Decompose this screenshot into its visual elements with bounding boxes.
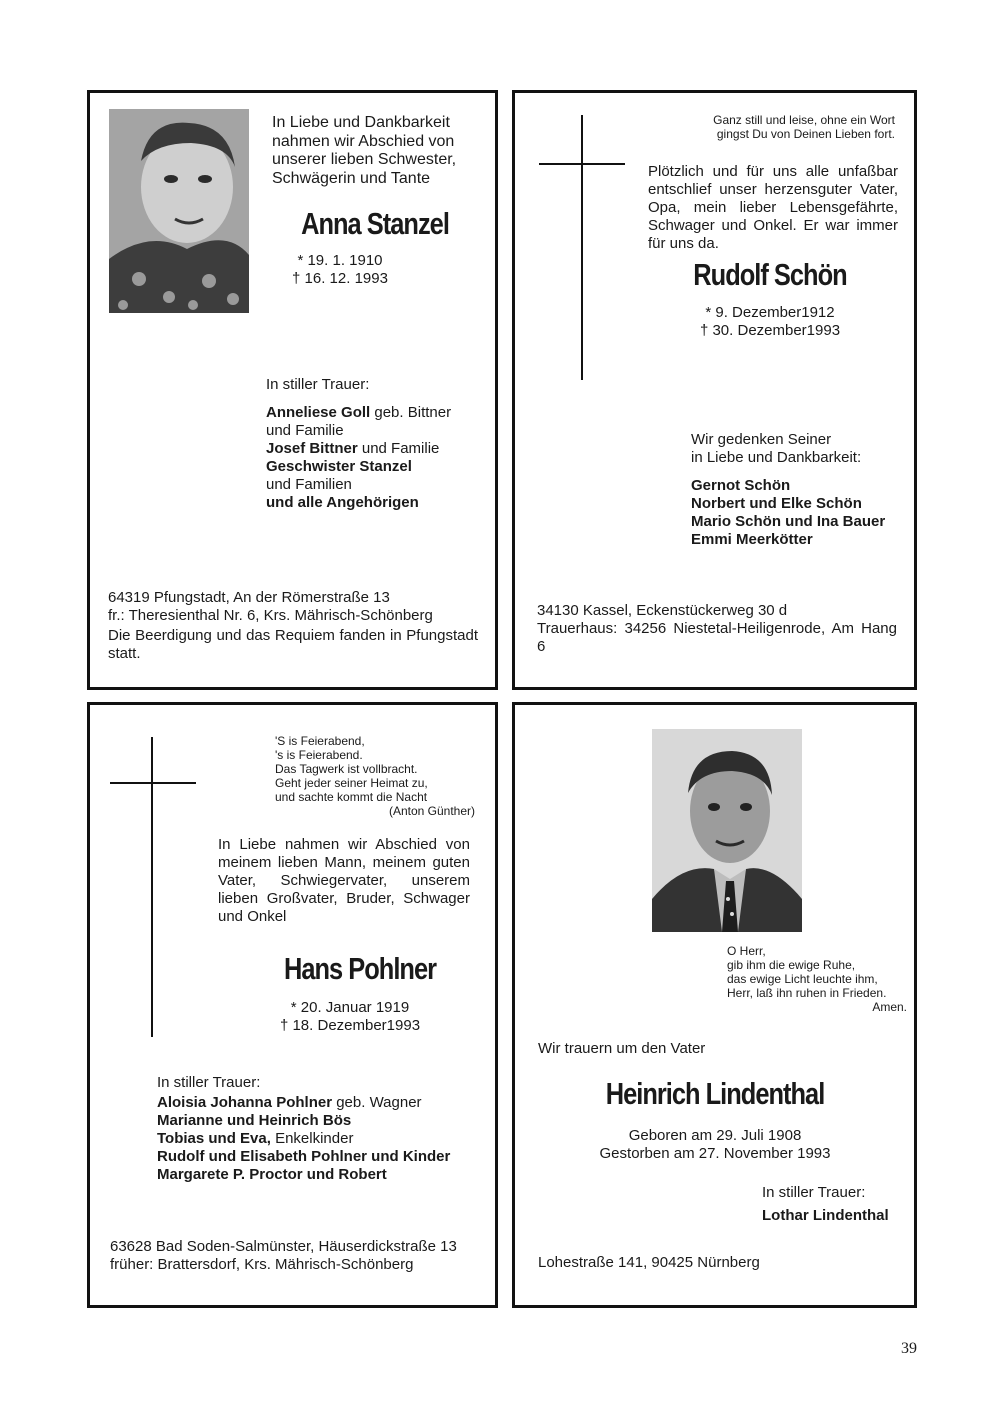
verse: 'S is Feierabend, 's is Feierabend. Das Tagwerk ist vollbracht. Geht jeder seiner Heimat zu, und sachte kommt die Nacht (Anton Günther) — [275, 734, 475, 818]
mourners-list — [157, 1094, 487, 1184]
deceased-name: Hans Pohlner — [283, 951, 437, 986]
obituary-anna-stanzel — [87, 90, 498, 690]
mourner: und Familien — [266, 476, 352, 493]
mourner: Norbert und Elke Schön — [691, 495, 862, 512]
prayer: O Herr, gib ihm die ewige Ruhe, das ewige Licht leuchte ihm, Herr, laß ihn ruhen in Frieden. Amen. — [727, 944, 907, 1014]
notice-text: Plötzlich und für uns alle unfaßbar entschlief unser herzensguter Vater, Opa, mein lieber Lebensgefährte, Schwager und Onkel. Er war immer für uns da. — [648, 163, 898, 252]
mourners-list — [691, 477, 911, 549]
verse: Ganz still und leise, ohne ein Wort gingst Du von Deinen Lieben fort. — [713, 113, 895, 141]
portrait-photo-woman — [109, 109, 249, 313]
life-dates: * 19. 1. 1910 † 16. 12. 1993 — [292, 252, 388, 287]
mourner: und Familie — [266, 422, 344, 439]
mourner: Mario Schön und Ina Bauer — [691, 513, 886, 530]
mourning-label: In stiller Trauer: — [266, 376, 370, 393]
mourner: Geschwister Stanzel — [266, 458, 412, 475]
mourner: Marianne und Heinrich Bös — [157, 1112, 352, 1129]
address-block: Lohestraße 141, 90425 Nürnberg — [538, 1254, 760, 1271]
mourner: und alle Angehörigen — [266, 494, 419, 511]
obituary-rudolf-schoen — [512, 90, 917, 690]
mourning-label: In stiller Trauer: — [762, 1184, 866, 1201]
cross-vertical — [581, 115, 583, 380]
address-block: 34130 Kassel, Eckenstückerweg 30 d Trauerhaus: 34256 Niestetal-Heiligenrode, Am Hang 6 — [537, 602, 897, 655]
life-dates: * 20. Januar 1919 † 18. Dezember1993 — [279, 999, 421, 1034]
mourner: Lothar Lindenthal — [762, 1207, 889, 1224]
life-dates: Geboren am 29. Juli 1908 Gestorben am 27. November 1993 — [599, 1127, 831, 1162]
life-dates: * 9. Dezember1912 † 30. Dezember1993 — [699, 304, 841, 339]
portrait-photo-man — [652, 729, 802, 932]
mourner: Gernot Schön — [691, 477, 791, 494]
obituary-heinrich-lindenthal — [512, 702, 917, 1308]
mourner: Margarete P. Proctor und Robert — [157, 1166, 387, 1183]
deceased-name: Heinrich Lindenthal — [605, 1076, 825, 1111]
intro-text: In Liebe und Dankbarkeit nahmen wir Abschied von unserer lieben Schwester, Schwägerin und Tante — [272, 114, 457, 187]
mourner: Emmi Meerkötter — [691, 531, 813, 548]
mourner: Aloisia Johanna Pohlner geb. Wagner — [157, 1094, 422, 1111]
page-number: 39 — [901, 1340, 917, 1357]
mourner: Tobias und Eva, Enkelkinder — [157, 1130, 354, 1147]
mourning-label: In stiller Trauer: — [157, 1074, 261, 1091]
intro-text: Wir trauern um den Vater — [538, 1040, 706, 1057]
obituary-hans-pohlner — [87, 702, 498, 1308]
mourners-list — [266, 404, 496, 512]
mourner: Anneliese Goll geb. Bittner — [266, 404, 452, 421]
address-block: 63628 Bad Soden-Salmünster, Häuserdickstraße 13 früher: Brattersdorf, Krs. Mährisch-Schönberg — [110, 1238, 457, 1273]
cross-horizontal — [539, 163, 625, 165]
mourner: Rudolf und Elisabeth Pohlner und Kinder — [157, 1148, 451, 1165]
deceased-name: Anna Stanzel — [301, 206, 449, 241]
remember-text: Wir gedenken Seiner in Liebe und Dankbarkeit: — [691, 431, 862, 466]
notice-text: In Liebe nahmen wir Abschied von meinem lieben Mann, meinem guten Vater, Schwiegervater, unserem lieben Großvater, Bruder, Schwager und Onkel — [218, 836, 470, 925]
deceased-name: Rudolf Schön — [693, 257, 847, 292]
mourner: Josef Bittner und Familie — [266, 440, 440, 457]
address-block: 64319 Pfungstadt, An der Römerstraße 13 fr.: Theresienthal Nr. 6, Krs. Mährisch-Schönberg Die Beerdigung und das Requiem fanden in Pfungstadt statt. — [108, 589, 478, 662]
cross-horizontal — [110, 782, 196, 784]
